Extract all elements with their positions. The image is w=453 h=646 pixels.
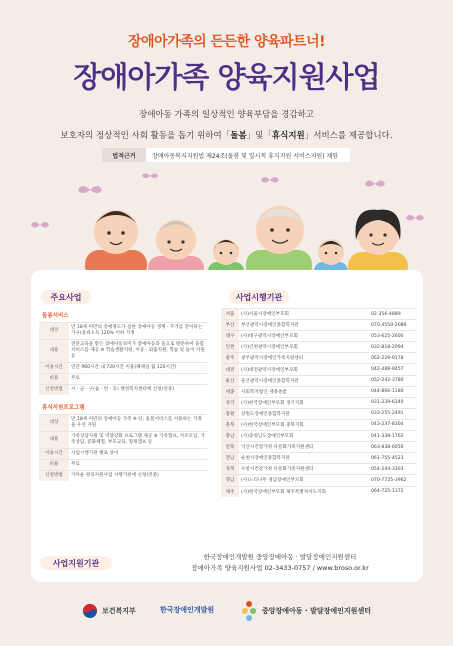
row-value: 만 18세 미만의 장애아동 가족 ※ 단, 돌봄서비스를 이용하는 가정을 우선 지원 xyxy=(69,415,207,432)
page-title: 장애아가족 양육지원사업 xyxy=(73,60,380,94)
region: 경북 xyxy=(221,464,239,475)
agencies-table xyxy=(221,308,417,497)
table-row xyxy=(221,353,417,364)
intro-text xyxy=(0,105,453,147)
logo-koddi xyxy=(160,605,214,615)
table-row xyxy=(221,386,417,397)
row-label: 비용 xyxy=(39,460,69,471)
table-row xyxy=(221,397,417,408)
phone: 042-488-9457 xyxy=(367,364,417,375)
intro-mid: 」및「 xyxy=(246,131,272,141)
support-agency-title: 사업지원기관 xyxy=(40,556,112,570)
agency-name: (사)대구광역시장애인부모회 xyxy=(239,331,367,342)
logo-center-text: 중앙장애아동 · 발달장애인지원센터 xyxy=(262,607,371,615)
region: 충북 xyxy=(221,419,239,430)
support-agency xyxy=(40,552,416,576)
phone: 063-838-6050 xyxy=(367,442,417,453)
table-row xyxy=(39,323,207,340)
table-row xyxy=(221,331,417,342)
support-agency-line-2: 장애아가족 양육지원사업 02-3433-0757 / www.broso.or.kr xyxy=(191,564,369,572)
center-logo-icon xyxy=(240,600,258,622)
legal-text: 장애아동복지지원법 제24조(돌봄 및 일시적 휴식지원 서비스지원) 제항 xyxy=(152,152,339,160)
agency-name: 강원도장애인종합복지관 xyxy=(239,408,367,419)
table-row xyxy=(39,385,207,396)
table-row xyxy=(221,342,417,353)
table-row xyxy=(39,432,207,449)
row-label: 내용 xyxy=(39,432,69,449)
family-illustration xyxy=(30,170,425,280)
agency-name: 사회복지법인 세종솔밭 xyxy=(239,386,367,397)
agency-name: (사)한국장애인부모회 경기지회 xyxy=(239,397,367,408)
table-row xyxy=(221,408,417,419)
intro-hyusik: 휴식지원 xyxy=(271,131,305,141)
intro-suffix: 」서비스를 제공합니다. xyxy=(304,131,393,141)
phone: 070-7725-3962 xyxy=(367,475,417,486)
logo-mohw-text: 보건복지부 xyxy=(102,607,136,615)
content-card xyxy=(31,270,423,582)
agency-name: (사)한국장애인부모회 제주특별자치도지회 xyxy=(239,486,367,497)
region: 경기 xyxy=(221,397,239,408)
agency-name: (사)충청남도장애인부모회 xyxy=(239,431,367,442)
table-row xyxy=(221,375,417,386)
region: 강원 xyxy=(221,408,239,419)
phone: 061-755-4523 xyxy=(367,453,417,464)
phone: 062-229-9178 xyxy=(367,353,417,364)
table-row xyxy=(39,471,207,482)
agency-name: 울산광역시장애인종합복지관 xyxy=(239,375,367,386)
table-row xyxy=(39,449,207,460)
agency-name: 순천시장애인종합복지관 xyxy=(239,453,367,464)
footer-logos xyxy=(0,590,453,646)
table-row xyxy=(221,419,417,430)
main-services-title: 주요사업 xyxy=(41,290,91,304)
phone: 064-725-1372 xyxy=(367,486,417,497)
table-row xyxy=(39,340,207,363)
support-agency-lines xyxy=(155,552,405,574)
table-row xyxy=(221,431,417,442)
row-value: 무료 xyxy=(69,374,207,385)
phone: 070-4550-2089 xyxy=(367,320,417,331)
row-label: 이용시간 xyxy=(39,449,69,460)
table-row xyxy=(39,415,207,432)
agency-name: (사)서울시장애인부모회 xyxy=(239,309,367,320)
agency-name: (사)느티나무 경남장애인부모회 xyxy=(239,475,367,486)
phone: 054-244-3303 xyxy=(367,464,417,475)
table-row xyxy=(221,464,417,475)
phone: 041-338-1762 xyxy=(367,431,417,442)
agency-name: 익산시건강가정 다문화가족지원센터 xyxy=(239,442,367,453)
table-row xyxy=(39,363,207,374)
region: 광주 xyxy=(221,353,239,364)
row-label: 대상 xyxy=(39,323,69,340)
care-title: 돌봄서비스 xyxy=(42,313,69,319)
row-label: 이용시간 xyxy=(39,363,69,374)
region: 대구 xyxy=(221,331,239,342)
table-row xyxy=(221,453,417,464)
agency-name: 광주광역시장애인가족지원센터 xyxy=(239,353,367,364)
region: 충남 xyxy=(221,431,239,442)
table-row xyxy=(39,374,207,385)
phone: 032-818-2094 xyxy=(367,342,417,353)
table-row xyxy=(221,320,417,331)
region: 인천 xyxy=(221,342,239,353)
phone: 052-242-3780 xyxy=(367,375,417,386)
rest-table xyxy=(39,414,207,481)
agencies xyxy=(221,308,417,497)
tagline: 장애아가족의 든든한 양육파트너! xyxy=(128,34,325,50)
family-illustration-svg xyxy=(30,170,425,280)
row-label: 내용 xyxy=(39,340,69,363)
mohw-logo-icon xyxy=(82,603,98,619)
phone: 02-356-4889 xyxy=(367,309,417,320)
logo-center xyxy=(240,600,371,622)
region: 울산 xyxy=(221,375,239,386)
phone: 044-866-1180 xyxy=(367,386,417,397)
region: 전북 xyxy=(221,442,239,453)
table-row xyxy=(221,442,417,453)
intro-line-2 xyxy=(0,126,453,147)
phone: 031-239-6340 xyxy=(367,397,417,408)
row-value: 사업시행기관 별로 상이 xyxy=(69,449,207,460)
intro-line-1: 장애아동 가족의 일상적인 양육부담을 경감하고 xyxy=(138,110,315,120)
row-label: 대상 xyxy=(39,415,69,432)
support-agency-line-1: 한국장애인개발원 중앙장애아동 · 발달장애인지원센터 xyxy=(203,553,357,561)
agency-name: (사)한국장애인부모회 충북지회 xyxy=(239,419,367,430)
row-value: 연간 960시간 내 720시간 이용(해제일 월 120시간) xyxy=(69,363,207,374)
table-row xyxy=(221,475,417,486)
agency-name: 포항시건강가정 다문화가족지원센터 xyxy=(239,464,367,475)
main-services xyxy=(39,308,207,481)
table-row xyxy=(221,309,417,320)
region: 세종 xyxy=(221,386,239,397)
agency-name: (사)인천광역시장애인부모회 xyxy=(239,342,367,353)
row-value: 시 · 군 · 구(읍 · 면 · 동) 행정복지센터에 신청(연중) xyxy=(69,385,207,396)
intro-prefix: 보호자의 정상적인 사회 활동을 돕기 위하여「 xyxy=(60,131,231,141)
logo-mohw xyxy=(82,603,136,619)
table-row xyxy=(39,460,207,471)
legal-tag: 법적근거 xyxy=(102,148,146,162)
region: 제주 xyxy=(221,486,239,497)
care-table xyxy=(39,322,207,395)
row-value: 전문교육을 받은 장애아동보미가 장애아동과 돌으로 방문하여 돌봄 서비스를 제공 ※ 학습생활지원, 이동 · 외출지원, 학습 및 놀이 지원 등 xyxy=(69,340,207,363)
row-value: 무료 xyxy=(69,460,207,471)
row-label: 신청방법 xyxy=(39,471,69,482)
row-label: 신청방법 xyxy=(39,385,69,396)
row-value: 가족상담지원 및 역량강화 프로그램 제공 ※ 가족캠프, 자조모임, 가족상담, 문화체험, 부모교육, 형제캠프 등 xyxy=(69,432,207,449)
rest-title: 휴식지원프로그램 xyxy=(42,405,85,411)
row-label: 비용 xyxy=(39,374,69,385)
table-row xyxy=(221,486,417,497)
region: 경남 xyxy=(221,475,239,486)
intro-dolbom: 돌봄 xyxy=(230,131,247,141)
legal-basis xyxy=(102,148,350,162)
agency-name: 부산광역시장애인종합복지관 xyxy=(239,320,367,331)
phone: 043-237-8304 xyxy=(367,419,417,430)
agencies-title: 사업시행기관 xyxy=(229,290,289,304)
agency-name: (사)대전광역시장애인부모회 xyxy=(239,364,367,375)
table-row xyxy=(221,364,417,375)
phone: 053-625-2600 xyxy=(367,331,417,342)
region: 전남 xyxy=(221,453,239,464)
row-value: 만 18세 미만의 장애정도가 심한 장애아동 생계 · 주거를 같이하는 가구(중위소득 120% 이하 가정 xyxy=(69,323,207,340)
figure-grandfather xyxy=(246,206,312,280)
logo-koddi-text: 한국장애인개발원 xyxy=(160,606,215,614)
region: 대전 xyxy=(221,364,239,375)
region: 부산 xyxy=(221,320,239,331)
region: 서울 xyxy=(221,309,239,320)
phone: 033-255-2491 xyxy=(367,408,417,419)
row-value: 가까운 양육지원사업 시행기관에 신청(연중) xyxy=(69,471,207,482)
